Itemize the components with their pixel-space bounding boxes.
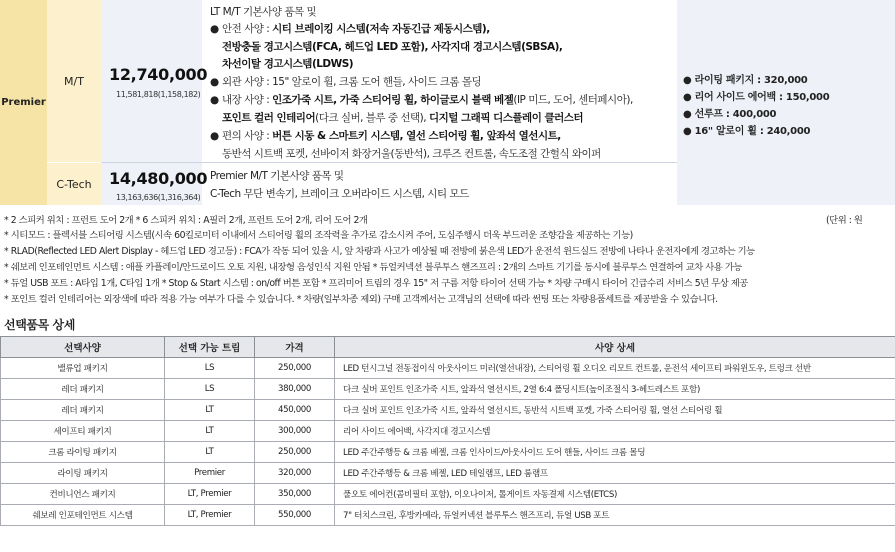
price-mt: 12,740,000: [109, 65, 208, 84]
option-item: ● 리어 사이드 에어백 : 150,000: [683, 92, 830, 103]
option-price: 320,000: [255, 463, 335, 484]
table-row: [1, 484, 895, 505]
option-name: 쉐보레 인포테인먼트 시스템: [1, 505, 165, 526]
option-trim: Premier: [165, 463, 255, 484]
option-detail: 리어 사이드 에어백, 사각지대 경고시스템: [335, 421, 895, 442]
trim-name-cell: [0, 0, 47, 205]
option-price: 550,000: [255, 505, 335, 526]
note-line: * RLAD(Reflected LED Alert Display - 헤드업 LED 경고등) : FCA가 작동 되어 있을 시, 앞 차량과 사고가 예상될 때 전방에 붉은색 LED가 운전석 윈드실드 전방에 나타나 운전자에게 경고하는 기능: [4, 246, 755, 257]
trim-table: [0, 0, 895, 205]
feature-line: ● 외관 사양 : 15" 알로이 휠, 크롬 도어 핸들, 사이드 크롬 몰딩: [210, 76, 482, 88]
feature-line: 전방충돌 경고시스템(FCA, 헤드업 LED 포함), 사각지대 경고시스템(SBSA),: [222, 41, 563, 53]
section-title: 선택품목 상세: [4, 318, 75, 332]
option-trim: LS: [165, 358, 255, 379]
features-ctech-cell: [202, 163, 677, 205]
option-name: 레더 패키지: [1, 379, 165, 400]
table-header-row: [1, 337, 895, 358]
price-ctech-cell: [101, 163, 208, 205]
option-trim: LT: [165, 400, 255, 421]
price-ctech-sub: 13,163,636(1,316,364): [116, 193, 201, 202]
option-name: 레더 패키지: [1, 400, 165, 421]
option-price: 250,000: [255, 358, 335, 379]
option-price: 350,000: [255, 484, 335, 505]
note-line: * 포인트 컬러 인테리어는 외장색에 따라 적용 가능 여부가 다를 수 있습니다. * 차량(일부차종 제외) 구매 고객께서는 고객님의 선택에 따라 썬팅 또는 차량용품세트를 제공받을 수 있습니다.: [4, 294, 718, 305]
table-row: [1, 421, 895, 442]
table-row: [1, 400, 895, 421]
price-mt-sub: 11,581,818(1,158,182): [116, 90, 201, 99]
option-name: 밸류업 패키지: [1, 358, 165, 379]
option-detail: 다크 실버 포인트 인조가죽 시트, 앞좌석 열선시트, 동반석 시트백 포켓, 가죽 스티어링 휠, 열선 스티어링 휠: [335, 400, 895, 421]
trim-name: Premier: [1, 97, 46, 108]
option-detail-table: [0, 336, 895, 526]
feature-line: ● 내장 사양 : 인조가죽 시트, 가죽 스티어링 휠, 하이글로시 블랙 베젤(IP 미드, 도어, 센터페시아),: [210, 94, 633, 106]
option-price: 380,000: [255, 379, 335, 400]
feature-line: ● 안전 사양 : 시티 브레이킹 시스템(저속 자동긴급 제동시스템),: [210, 23, 490, 35]
feature-line: 포인트 컬러 인테리어(다크 실버, 블루 중 선택), 디지털 그래픽 디스플레이 클러스터: [222, 112, 584, 124]
option-trim: LT: [165, 421, 255, 442]
option-price: 300,000: [255, 421, 335, 442]
feature-line: 동반석 시트백 포켓, 선바이저 화장거울(동반석), 크루즈 컨트롤, 속도조절 간헐식 와이퍼: [222, 148, 601, 160]
price-ctech: 14,480,000: [109, 169, 208, 188]
unit-note: (단위 : 원: [826, 215, 863, 226]
option-name: 라이팅 패키지: [1, 463, 165, 484]
table-row: [1, 505, 895, 526]
feature-line: 차선이탈 경고시스템(LDWS): [222, 58, 354, 70]
table-row: [1, 442, 895, 463]
features-mt-cell: [202, 0, 677, 163]
table-row: [1, 463, 895, 484]
option-price: 250,000: [255, 442, 335, 463]
options-cell: [677, 0, 895, 205]
option-detail: LED 주간주행등 & 크롬 베젤, 크롬 인사이드/아웃사이드 도어 핸들, 사이드 크롬 몰딩: [335, 442, 895, 463]
transmission-mt-cell: [47, 0, 101, 163]
transmission-ctech: C-Tech: [56, 177, 92, 191]
option-item: ● 16" 알로이 휠 : 240,000: [683, 126, 811, 137]
feature-line: Premier M/T 기본사양 품목 및: [210, 170, 344, 182]
option-item: ● 선루프 : 400,000: [683, 109, 777, 120]
feature-line: ● 편의 사양 : 버튼 시동 & 스마트키 시스템, 열선 스티어링 휠, 앞좌석 열선시트,: [210, 130, 561, 142]
feature-line: C-Tech 무단 변속기, 브레이크 오버라이드 시스템, 시티 모드: [210, 188, 469, 200]
option-detail: LED 턴시그널 전동접이식 아웃사이드 미러(열선내장), 스티어링 휠 오디오 리모트 컨트롤, 운전석 세이프티 파워윈도우, 트렁크 선반: [335, 358, 895, 379]
note-line: * 시티모드 : 플렉서블 스티어링 시스템(시속 60킬로미터 이내에서 스티어링 휠의 조작력을 추가로 감소시켜 주어, 도심주행시 더욱 부드러운 조향감을 제공하는 기능): [4, 230, 633, 241]
option-detail: 풀오토 에어컨(콤비필터 포함), 이오나이저, 톨게이트 자동결제 시스템(ETCS): [335, 484, 895, 505]
option-trim: LS: [165, 379, 255, 400]
header-detail: 사양 상세: [335, 337, 895, 358]
option-name: 컨비니언스 패키지: [1, 484, 165, 505]
option-trim: LT: [165, 442, 255, 463]
option-item: ● 라이팅 패키지 : 320,000: [683, 75, 808, 86]
table-row: [1, 379, 895, 400]
note-line: * 2 스피커 위치 : 프런트 도어 2개 * 6 스피커 위치 : A필러 2개, 프런트 도어 2개, 리어 도어 2개: [4, 215, 368, 226]
feature-line: LT M/T 기본사양 품목 및: [210, 6, 317, 18]
note-line: * 듀얼 USB 포트 : A타입 1개, C타입 1개 * Stop & Start 시스템 : on/off 버튼 포함 * 프리미어 트림의 경우 15" 저 구름 저항 타이어 선택 가능 * 차량 구매시 타이어 긴급수리 서비스 5년 무상 제공: [4, 278, 748, 289]
header-trim: 선택 가능 트림: [165, 337, 255, 358]
option-trim: LT, Premier: [165, 505, 255, 526]
option-detail: 다크 실버 포인트 인조가죽 시트, 앞좌석 열선시트, 2열 6:4 폴딩시트(높이조절식 3-헤드레스트 포함): [335, 379, 895, 400]
table-row: [1, 358, 895, 379]
transmission-ctech-cell: [47, 163, 101, 205]
option-name: 세이프티 패키지: [1, 421, 165, 442]
transmission-mt: M/T: [64, 74, 84, 88]
option-detail: 7" 터치스크린, 후방카메라, 듀얼커넥션 블루투스 핸즈프리, 듀얼 USB 포트: [335, 505, 895, 526]
option-trim: LT, Premier: [165, 484, 255, 505]
price-mt-cell: [101, 0, 208, 163]
header-option: 선택사양: [1, 337, 165, 358]
note-line: * 쉐보레 인포테인먼트 시스템 : 애플 카플레이/안드로이드 오토 지원, 내장형 음성인식 지원 안됨 * 듀얼커넥션 블루투스 핸즈프리 : 2개의 스마트 기기를 동시에 블루투스 연결하여 교차 사용 가능: [4, 262, 742, 273]
option-price: 450,000: [255, 400, 335, 421]
option-detail: LED 주간주행등 & 크롬 베젤, LED 테일램프, LED 룸램프: [335, 463, 895, 484]
header-price: 가격: [255, 337, 335, 358]
option-name: 크롬 라이팅 패키지: [1, 442, 165, 463]
